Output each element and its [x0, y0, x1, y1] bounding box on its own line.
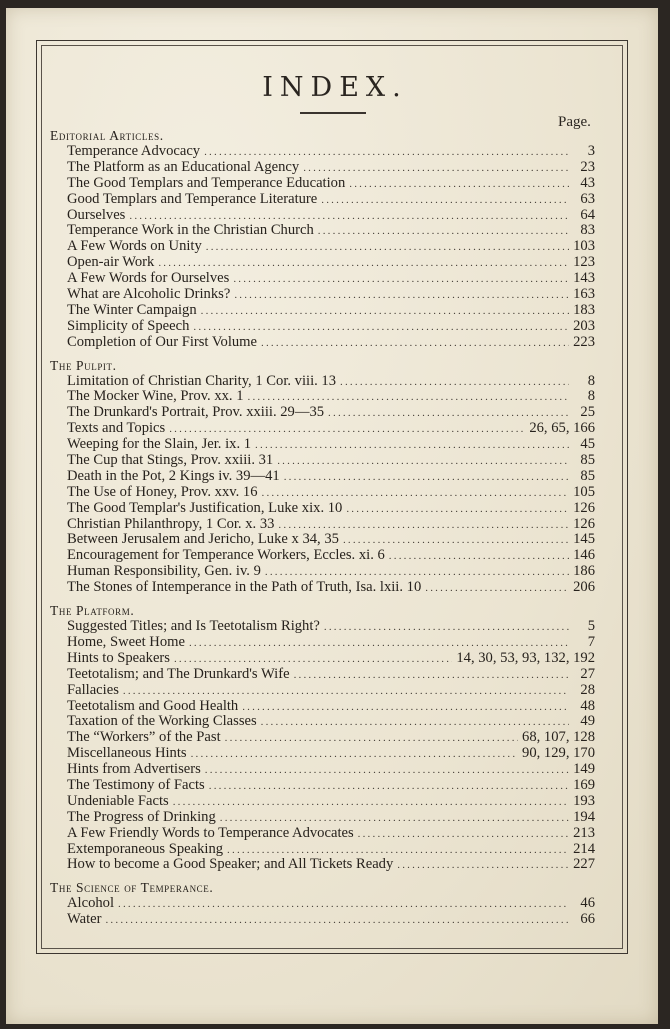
entry-title: Water [67, 912, 102, 928]
section-heading: The Pulpit. [50, 357, 117, 373]
entry-page-number: 213 [573, 825, 595, 841]
leader-dots [324, 620, 569, 635]
index-entry [50, 651, 595, 667]
index-entry [50, 730, 595, 746]
entry-page-number: 49 [580, 714, 595, 730]
leader-dots [227, 843, 569, 858]
index-entry [50, 746, 595, 762]
entry-page-number: 90, 129, 170 [522, 746, 595, 762]
leader-dots [328, 406, 569, 421]
entry-title: Miscellaneous Hints [67, 746, 187, 762]
entry-title: The Use of Honey, Prov. xxv. 16 [67, 484, 258, 500]
index-entry [50, 532, 595, 548]
entry-page-number: 46 [580, 896, 595, 912]
leader-dots [349, 177, 569, 192]
entry-title: Christian Philanthropy, 1 Cor. x. 33 [67, 516, 275, 532]
entry-title: The Good Templar's Justification, Luke xix. 10 [67, 500, 343, 516]
index-entry [50, 683, 595, 699]
leader-dots [294, 668, 569, 683]
entry-page-number: 5 [587, 619, 595, 635]
entry-title: Good Templars and Temperance Literature [67, 191, 318, 207]
entry-title: The Stones of Intemperance in the Path of Truth, Isa. lxii. 10 [67, 580, 422, 596]
leader-dots [303, 161, 569, 176]
index-entry [50, 405, 595, 421]
leader-dots [346, 502, 569, 517]
entry-title: The “Workers” of the Past [67, 730, 221, 746]
entry-title: Taxation of the Working Classes [67, 714, 257, 730]
entry-title: Suggested Titles; and Is Teetotalism Right? [67, 619, 320, 635]
entry-page-number: 183 [573, 302, 595, 318]
index-entry [50, 667, 595, 683]
entry-title: The Good Templars and Temperance Education [67, 175, 346, 191]
index-entry [50, 239, 595, 255]
index-entry [50, 453, 595, 469]
index-content [50, 128, 595, 928]
leader-dots [201, 304, 569, 319]
entry-page-number: 7 [587, 634, 595, 650]
entry-page-number: 27 [580, 666, 595, 682]
index-entry [50, 271, 595, 287]
section-heading: The Platform. [50, 603, 135, 619]
entry-title: Extemporaneous Speaking [67, 841, 224, 857]
entry-title: Completion of Our First Volume [67, 334, 257, 350]
leader-dots [358, 827, 569, 842]
index-entry [50, 437, 595, 453]
leader-dots [343, 533, 569, 548]
index-entry [50, 255, 595, 271]
leader-dots [209, 779, 569, 794]
entry-page-number: 8 [587, 389, 595, 405]
entry-title: The Platform as an Educational Agency [67, 159, 300, 175]
entry-title: Weeping for the Slain, Jer. ix. 1 [67, 437, 252, 453]
page-column-heading: Page. [558, 114, 591, 130]
entry-page-number: 145 [573, 532, 595, 548]
entry-title: The Cup that Stings, Prov. xxiii. 31 [67, 453, 274, 469]
entry-page-number: 83 [580, 223, 595, 239]
entry-page-number: 194 [573, 809, 595, 825]
entry-title: Death in the Pot, 2 Kings iv. 39—41 [67, 468, 280, 484]
entry-title: What are Alcoholic Drinks? [67, 287, 231, 303]
entry-title: Teetotalism and Good Health [67, 698, 239, 714]
leader-dots [397, 858, 569, 873]
entry-title: A Few Words on Unity [67, 239, 202, 255]
entry-title: Open-air Work [67, 255, 155, 271]
entry-title: Temperance Work in the Christian Church [67, 223, 314, 239]
index-entry [50, 303, 595, 319]
index-entry [50, 548, 595, 564]
entry-page-number: 23 [580, 159, 595, 175]
leader-dots [284, 470, 569, 485]
entry-title: Undeniable Facts [67, 793, 169, 809]
leader-dots [265, 565, 569, 580]
section-heading: The Science of Temperance. [50, 880, 214, 896]
leader-dots [234, 288, 569, 303]
index-entry [50, 389, 595, 405]
leader-dots [205, 763, 569, 778]
title-rule [300, 112, 366, 114]
leader-dots [225, 731, 518, 746]
entry-title: The Drunkard's Portrait, Prov. xxiii. 29—35 [67, 405, 325, 421]
index-entry [50, 208, 595, 224]
index-entry [50, 223, 595, 239]
leader-dots [158, 256, 569, 271]
entry-page-number: 28 [580, 682, 595, 698]
entry-title: Fallacies [67, 682, 119, 698]
entry-page-number: 126 [573, 500, 595, 516]
entry-page-number: 25 [580, 405, 595, 421]
index-entry [50, 192, 595, 208]
entry-page-number: 43 [580, 175, 595, 191]
leader-dots [340, 375, 569, 390]
entry-page-number: 223 [573, 334, 595, 350]
index-entry [50, 287, 595, 303]
index-entry [50, 160, 595, 176]
entry-page-number: 64 [580, 207, 595, 223]
entry-page-number: 66 [580, 912, 595, 928]
entry-page-number: 103 [573, 239, 595, 255]
entry-page-number: 126 [573, 516, 595, 532]
entry-page-number: 227 [573, 857, 595, 873]
entry-page-number: 206 [573, 580, 595, 596]
leader-dots [233, 272, 569, 287]
index-entry [50, 635, 595, 651]
entry-title: The Progress of Drinking [67, 809, 216, 825]
leader-dots [248, 390, 569, 405]
leader-dots [261, 715, 569, 730]
index-entry [50, 842, 595, 858]
index-entry [50, 485, 595, 501]
index-entry [50, 421, 595, 437]
index-entry [50, 469, 595, 485]
entry-title: The Testimony of Facts [67, 777, 205, 793]
entry-page-number: 8 [587, 373, 595, 389]
index-entry [50, 794, 595, 810]
entry-title: Alcohol [67, 896, 115, 912]
index-entry [50, 374, 595, 390]
leader-dots [105, 913, 569, 928]
entry-title: Limitation of Christian Charity, 1 Cor. viii. 13 [67, 373, 337, 389]
leader-dots [389, 549, 569, 564]
entry-page-number: 45 [580, 437, 595, 453]
leader-dots [262, 486, 570, 501]
leader-dots [321, 193, 569, 208]
index-entry [50, 714, 595, 730]
entry-title: A Few Words for Ourselves [67, 271, 230, 287]
leader-dots [129, 209, 569, 224]
index-entry [50, 319, 595, 335]
entry-page-number: 63 [580, 191, 595, 207]
leader-dots [255, 438, 569, 453]
index-entry [50, 699, 595, 715]
entry-page-number: 203 [573, 318, 595, 334]
entry-title: Teetotalism; and The Drunkard's Wife [67, 666, 290, 682]
section-heading: Editorial Articles. [50, 128, 164, 143]
leader-dots [318, 224, 569, 239]
index-entry [50, 912, 595, 928]
index-entry [50, 335, 595, 351]
index-entry [50, 619, 595, 635]
entry-page-number: 85 [580, 453, 595, 469]
entry-page-number: 169 [573, 777, 595, 793]
entry-page-number: 85 [580, 468, 595, 484]
index-entry [50, 857, 595, 873]
index-entry [50, 762, 595, 778]
entry-page-number: 123 [573, 255, 595, 271]
leader-dots [118, 897, 569, 912]
leader-dots [193, 320, 569, 335]
entry-title: Temperance Advocacy [67, 144, 201, 159]
leader-dots [242, 700, 569, 715]
entry-page-number: 149 [573, 762, 595, 778]
entry-title: How to become a Good Speaker; and All Tickets Ready [67, 857, 394, 873]
leader-dots [277, 454, 569, 469]
entry-page-number: 143 [573, 271, 595, 287]
leader-dots [206, 240, 569, 255]
index-entry [50, 517, 595, 533]
leader-dots [204, 145, 569, 160]
entry-page-number: 146 [573, 548, 595, 564]
index-entry [50, 176, 595, 192]
index-entry [50, 896, 595, 912]
entry-title: Home, Sweet Home [67, 634, 185, 650]
entry-page-number: 14, 30, 53, 93, 132, 192 [456, 650, 595, 666]
leader-dots [169, 422, 525, 437]
leader-dots [123, 684, 569, 699]
entry-title: Hints to Speakers [67, 650, 170, 666]
leader-dots [191, 747, 518, 762]
leader-dots [278, 518, 569, 533]
entry-page-number: 193 [573, 793, 595, 809]
entry-title: Texts and Topics [67, 421, 166, 437]
leader-dots [220, 811, 569, 826]
leader-dots [174, 652, 452, 667]
entry-page-number: 68, 107, 128 [522, 730, 595, 746]
leader-dots [189, 636, 569, 651]
entry-page-number: 48 [580, 698, 595, 714]
leader-dots [261, 336, 569, 351]
leader-dots [173, 795, 569, 810]
entry-title: Between Jerusalem and Jericho, Luke x 34, 35 [67, 532, 339, 548]
entry-page-number: 186 [573, 564, 595, 580]
entry-title: Encouragement for Temperance Workers, Eccles. xi. 6 [67, 548, 385, 564]
index-entry [50, 564, 595, 580]
index-entry [50, 144, 595, 160]
index-entry [50, 778, 595, 794]
entry-page-number: 163 [573, 287, 595, 303]
entry-title: Human Responsibility, Gen. iv. 9 [67, 564, 261, 580]
entry-page-number: 26, 65, 166 [529, 421, 595, 437]
entry-title: The Winter Campaign [67, 302, 197, 318]
entry-title: A Few Friendly Words to Temperance Advocates [67, 825, 354, 841]
entry-title: Ourselves [67, 207, 126, 223]
index-entry [50, 810, 595, 826]
index-entry [50, 501, 595, 517]
index-entry [50, 580, 595, 596]
index-title: INDEX. [262, 72, 408, 103]
entry-page-number: 214 [573, 841, 595, 857]
leader-dots [425, 581, 569, 596]
entry-title: Hints from Advertisers [67, 762, 201, 778]
entry-title: Simplicity of Speech [67, 318, 190, 334]
index-entry [50, 826, 595, 842]
entry-title: The Mocker Wine, Prov. xx. 1 [67, 389, 244, 405]
entry-page-number: 105 [573, 484, 595, 500]
entry-page-number: 3 [587, 144, 595, 159]
